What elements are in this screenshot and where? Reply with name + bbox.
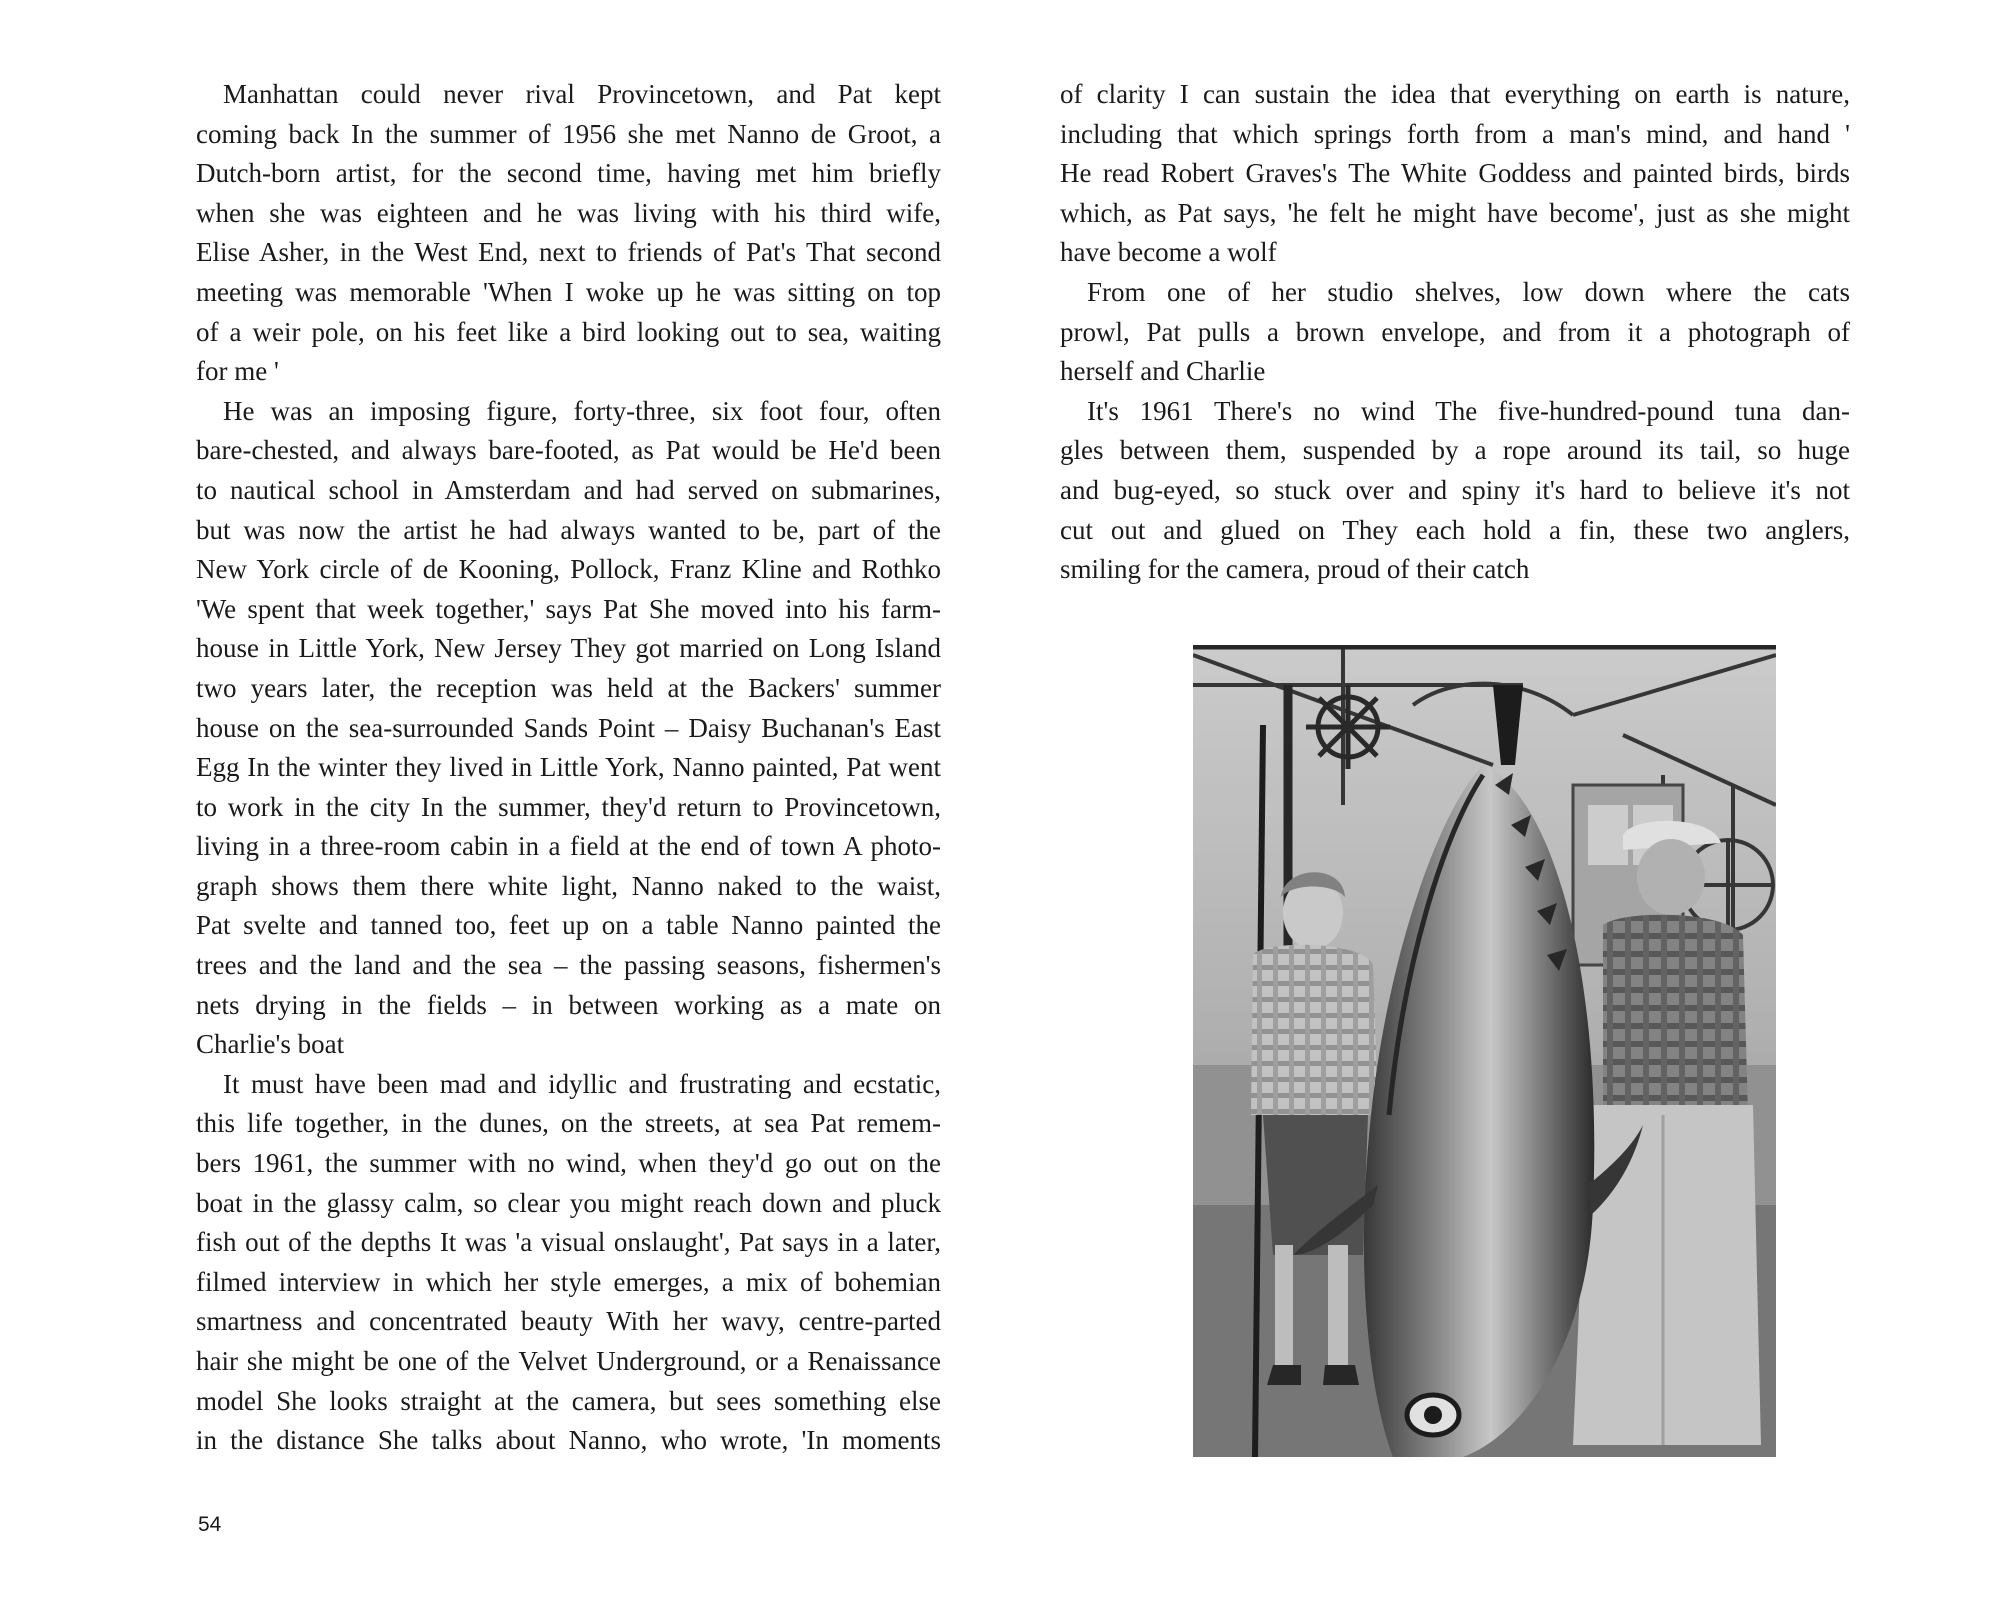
text-line: boat in the glassy calm, so clear you might reach down and pluck xyxy=(196,1187,941,1218)
text-line: gles between them, suspended by a rope around its tail, so huge xyxy=(1060,435,1850,466)
text-line: hair she might be one of the Velvet Underground, or a Renaissance xyxy=(196,1346,941,1376)
text-line: which, as Pat says, 'he felt he might have become', just as she might xyxy=(1060,197,1850,228)
text-line: Dutch-born artist, for the second time, having met him briefly xyxy=(196,158,941,189)
text-line: have become a wolf xyxy=(1060,237,1277,268)
text-line: living in a three-room cabin in a field at the end of town A photo- xyxy=(196,831,941,862)
text-line: for me ' xyxy=(196,356,279,387)
text-line: From one of her studio shelves, low down where the cats xyxy=(1060,276,1850,307)
left-page-text xyxy=(196,75,941,1461)
right-page-text xyxy=(1060,75,1850,590)
text-line: bers 1961, the summer with no wind, when they'd go out on the xyxy=(196,1148,941,1179)
text-line: and bug-eyed, so stuck over and spiny it's hard to believe it's not xyxy=(1060,474,1850,505)
text-line: to nautical school in Amsterdam and had served on submarines, xyxy=(196,474,941,505)
text-line: Charlie's boat xyxy=(196,1029,345,1060)
text-line: Pat svelte and tanned too, feet up on a table Nanno painted the xyxy=(196,910,941,941)
text-line: when she was eighteen and he was living with his third wife, xyxy=(196,197,941,228)
text-line: this life together, in the dunes, on the streets, at sea Pat remem- xyxy=(196,1108,941,1139)
text-line: coming back In the summer of 1956 she met Nanno de Groot, a xyxy=(196,118,941,149)
right-page xyxy=(1000,0,2000,1598)
text-line: model She looks straight at the camera, but sees something else xyxy=(196,1385,941,1416)
text-line: graph shows them there white light, Nanno naked to the waist, xyxy=(196,870,941,901)
text-line: It must have been mad and idyllic and frustrating and ecstatic, xyxy=(196,1068,941,1099)
page-number: 54 xyxy=(198,1513,222,1536)
text-line: He was an imposing figure, forty-three, six foot four, often xyxy=(196,395,941,426)
text-line: filmed interview in which her style emerges, a mix of bohemian xyxy=(196,1266,941,1297)
text-line: smartness and concentrated beauty With her wavy, centre-parted xyxy=(196,1306,941,1337)
text-line: fish out of the depths It was 'a visual onslaught', Pat says in a later, xyxy=(196,1227,941,1258)
text-line: smiling for the camera, proud of their catch xyxy=(1060,554,1530,585)
text-line: two years later, the reception was held at the Backers' summer xyxy=(196,672,941,703)
text-line: of clarity I can sustain the idea that everything on earth is nature, xyxy=(1060,79,1850,109)
text-line: He read Robert Graves's The White Goddess and painted birds, birds xyxy=(1060,158,1850,189)
text-line: house in Little York, New Jersey They got married on Long Island xyxy=(196,633,941,664)
text-line: It's 1961 There's no wind The five-hundred-pound tuna dan- xyxy=(1060,395,1850,426)
tuna-photograph-drawing xyxy=(1193,645,1776,1457)
text-line: cut out and glued on They each hold a fin, these two anglers, xyxy=(1060,514,1850,545)
text-line: Elise Asher, in the West End, next to friends of Pat's That second xyxy=(196,237,941,268)
text-line: New York circle of de Kooning, Pollock, Franz Kline and Rothko xyxy=(196,554,941,585)
text-line: house on the sea-surrounded Sands Point – Daisy Buchanan's East xyxy=(196,712,941,743)
text-line: herself and Charlie xyxy=(1060,356,1266,387)
text-line: 'We spent that week together,' says Pat She moved into his farm- xyxy=(196,593,941,624)
text-line: meeting was memorable 'When I woke up he was sitting on top xyxy=(196,276,941,307)
text-line: in the distance She talks about Nanno, who wrote, 'In moments xyxy=(196,1425,941,1456)
text-line: bare-chested, and always bare-footed, as Pat would be He'd been xyxy=(196,435,941,466)
text-line: Manhattan could never rival Provincetown, and Pat kept xyxy=(196,79,941,109)
tuna-photograph xyxy=(1193,645,1776,1457)
text-line: Egg In the winter they lived in Little York, Nanno painted, Pat went xyxy=(196,752,941,783)
text-line: to work in the city In the summer, they'd return to Provincetown, xyxy=(196,791,941,822)
text-line: of a weir pole, on his feet like a bird looking out to sea, waiting xyxy=(196,316,941,347)
text-line: prowl, Pat pulls a brown envelope, and from it a photograph of xyxy=(1060,316,1850,347)
text-line: trees and the land and the sea – the passing seasons, fishermen's xyxy=(196,950,941,981)
text-line: but was now the artist he had always wanted to be, part of the xyxy=(196,514,941,545)
text-line: including that which springs forth from a man's mind, and hand ' xyxy=(1060,118,1850,149)
text-line: nets drying in the fields – in between working as a mate on xyxy=(196,989,941,1020)
